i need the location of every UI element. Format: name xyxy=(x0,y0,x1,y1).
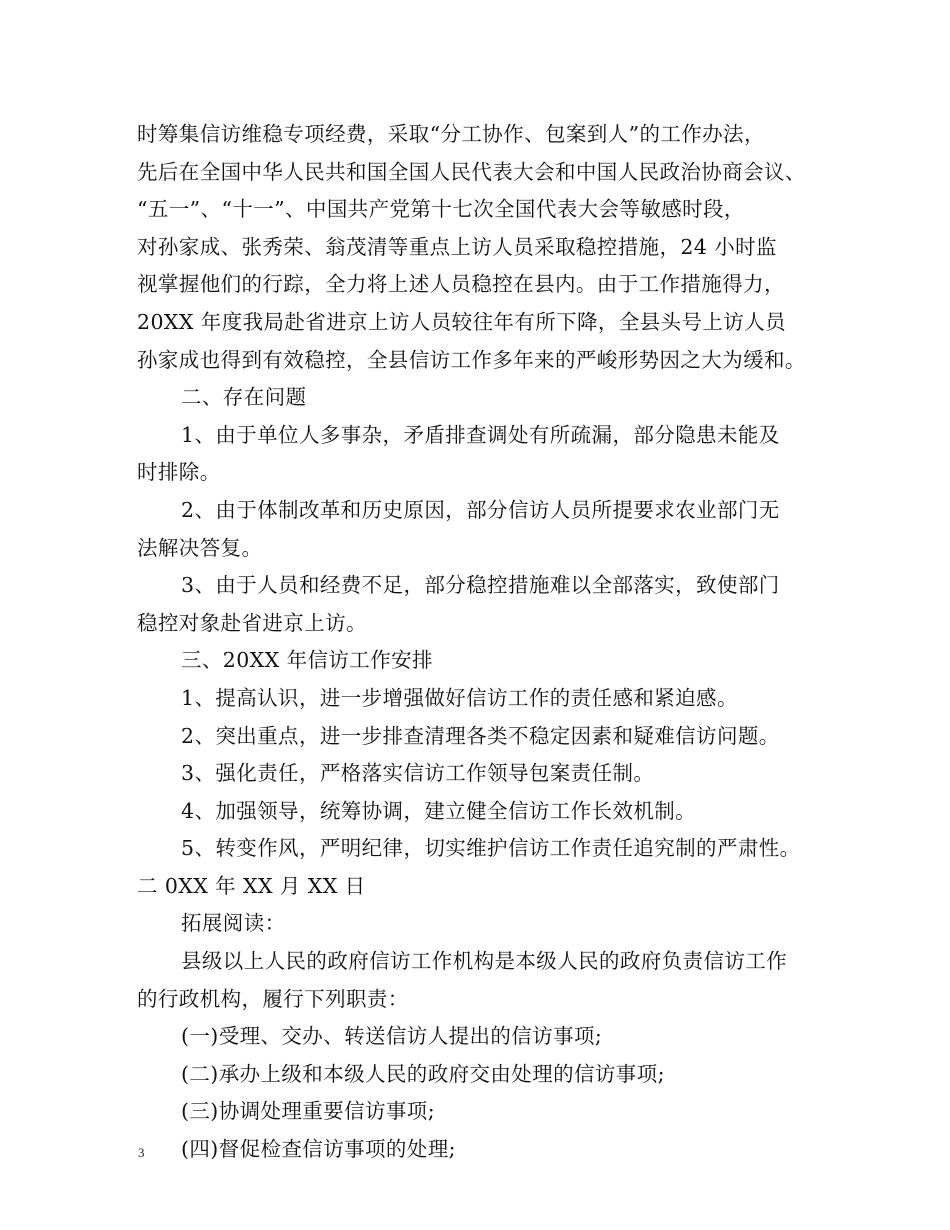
text-line: 20XX 年度我局赴省进京上访人员较往年有所下降，全县头号上访人员 xyxy=(137,309,786,334)
text-line: 时排除。 xyxy=(137,460,221,485)
text-line: 时筹集信访维稳专项经费，采取“分工协作、包案到人”的工作办法， xyxy=(137,122,765,146)
text-line: 视掌握他们的行踪，全力将上述人员稳控在县内。由于工作措施得力， xyxy=(137,272,785,297)
text-line: 4、加强领导，统筹协调，建立健全信访工作长效机制。 xyxy=(181,798,697,823)
text-line: “五一”、“十一”、中国共产党第十七次全国代表大会等敏感时段， xyxy=(137,197,745,222)
text-line: 5、转变作风，严明纪律，切实维护信访工作责任追究制的严肃性。 xyxy=(181,836,801,861)
text-line: 稳控对象赴省进京上访。 xyxy=(137,610,367,635)
text-line: 1、由于单位人多事杂，矛盾排查调处有所疏漏，部分隐患未能及 xyxy=(181,422,780,447)
text-line: 县级以上人民的政府信访工作机构是本级人民的政府负责信访工作 xyxy=(181,949,788,974)
text-line: 3、由于人员和经费不足，部分稳控措施难以全部落实，致使部门 xyxy=(181,573,780,598)
text-line: 三、20XX 年信访工作安排 xyxy=(181,648,433,673)
document-body xyxy=(137,116,827,1169)
text-line: (四)督促检查信访事项的处理; xyxy=(181,1137,456,1162)
text-line: 孙家成也得到有效稳控，全县信访工作多年来的严峻形势因之大为缓和。 xyxy=(137,347,806,372)
text-line: 二 0XX 年 XX 月 XX 日 xyxy=(137,873,366,898)
text-line: 的行政机构，履行下列职责： xyxy=(137,986,409,1011)
text-line: 拓展阅读： xyxy=(181,911,286,936)
text-line: 2、由于体制改革和历史原因，部分信访人员所提要求农业部门无 xyxy=(181,497,780,522)
text-line: 3、强化责任，严格落实信访工作领导包案责任制。 xyxy=(181,761,655,786)
text-line: 先后在全国中华人民共和国全国人民代表大会和中国人民政治协商会议、 xyxy=(137,159,806,184)
text-line: 法解决答复。 xyxy=(137,535,263,560)
text-line: (三)协调处理重要信访事项; xyxy=(181,1099,436,1124)
page-number: 3 xyxy=(138,1145,145,1160)
text-line: 二、存在问题 xyxy=(181,385,307,410)
text-line: 2、突出重点，进一步排查清理各类不稳定因素和疑难信访问题。 xyxy=(181,723,780,748)
text-line: 对孙家成、张秀荣、翁茂清等重点上访人员采取稳控措施，24 小时监 xyxy=(137,234,777,259)
text-line: (二)承办上级和本级人民的政府交由处理的信访事项; xyxy=(181,1061,665,1086)
text-line: (一)受理、交办、转送信访人提出的信访事项; xyxy=(181,1024,603,1049)
text-line: 1、提高认识，进一步增强做好信访工作的责任感和紧迫感。 xyxy=(181,685,738,710)
